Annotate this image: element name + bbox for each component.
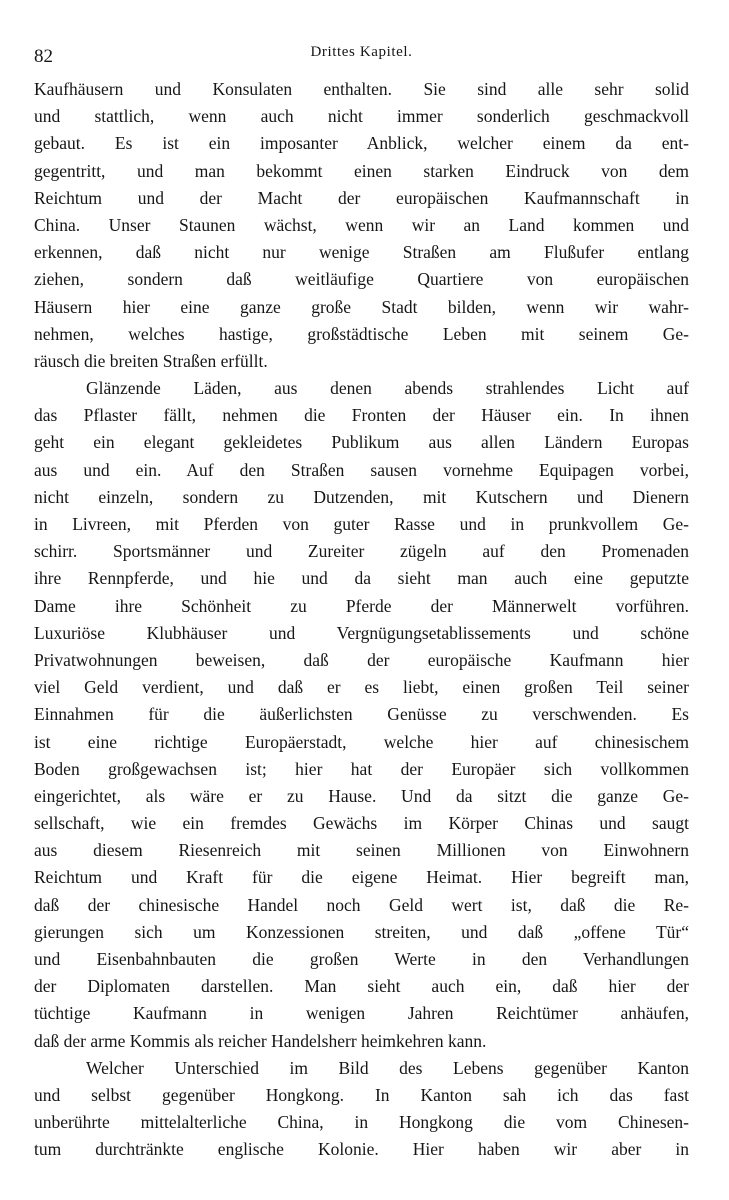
text-line: Häusern hier eine ganze große Stadt bilden, wenn wir wahr- [34, 296, 689, 317]
text-line: das Pflaster fällt, nehmen die Fronten der Häuser ein. In ihnen [34, 405, 689, 426]
text-line: aus und ein. Auf den Straßen sausen vornehme Equipagen vorbei, [34, 459, 689, 480]
text-line: Glänzende Läden, aus denen abends strahlendes Licht auf [86, 378, 689, 399]
text-line: tüchtige Kaufmann in wenigen Jahren Reichtümer anhäufen, [34, 1003, 689, 1024]
text-line: gierungen sich um Konzessionen streiten, und daß „offene Tür“ [34, 921, 689, 942]
text-line: Dame ihre Schönheit zu Pferde der Männerwelt vorführen. [34, 595, 689, 616]
text-line: und selbst gegenüber Hongkong. In Kanton sah ich das fast [34, 1084, 689, 1105]
text-line: gegentritt, und man bekommt einen starken Eindruck von dem [34, 160, 689, 181]
text-line: Boden großgewachsen ist; hier hat der Europäer sich vollkommen [34, 758, 689, 779]
text-line: nicht einzeln, sondern zu Dutzenden, mit Kutschern und Dienern [34, 486, 689, 507]
paragraph [34, 76, 689, 375]
text-line: Einnahmen für die äußerlichsten Genüsse zu verschwenden. Es [34, 704, 689, 725]
text-line: nehmen, welches hastige, großstädtische Leben mit seinem Ge- [34, 323, 689, 344]
text-line: viel Geld verdient, und daß er es liebt, einen großen Teil seiner [34, 677, 689, 698]
text-line: Reichtum und der Macht der europäischen Kaufmannschaft in [34, 187, 689, 208]
text-line: eingerichtet, als wäre er zu Hause. Und da sitzt die ganze Ge- [34, 785, 689, 806]
text-line: Privatwohnungen beweisen, daß der europäische Kaufmann hier [34, 649, 689, 670]
text-line: der Diplomaten darstellen. Man sieht auch ein, daß hier der [34, 976, 689, 997]
paragraph [34, 375, 689, 1055]
paragraph [34, 1055, 689, 1164]
text-line: Reichtum und Kraft für die eigene Heimat. Hier begreift man, [34, 867, 689, 888]
text-line: schirr. Sportsmänner und Zureiter zügeln auf den Promenaden [34, 541, 689, 562]
text-line: räusch die breiten Straßen erfüllt. [34, 350, 268, 371]
text-line: Welcher Unterschied im Bild des Lebens gegenüber Kanton [86, 1057, 689, 1078]
text-line: und Eisenbahnbauten die großen Werte in den Verhandlungen [34, 949, 689, 969]
text-line: geht ein elegant gekleidetes Publikum aus allen Ländern Europas [34, 432, 689, 453]
text-line: und stattlich, wenn auch nicht immer sonderlich geschmackvoll [34, 106, 689, 127]
running-head [34, 40, 689, 70]
text-line: ziehen, sondern daß weitläufige Quartiere von europäischen [34, 269, 689, 290]
text-line: Luxuriöse Klubhäuser und Vergnügungsetablissements und schöne [34, 622, 689, 643]
text-line: daß der chinesische Handel noch Geld wert ist, daß die Re- [34, 894, 689, 915]
text-line: tum durchtränkte englische Kolonie. Hier haben wir aber in [34, 1139, 689, 1160]
text-line: unberührte mittelalterliche China, in Hongkong die vom Chinesen- [34, 1112, 689, 1133]
text-line: Kaufhäusern und Konsulaten enthalten. Sie sind alle sehr solid [34, 79, 689, 99]
text-line: China. Unser Staunen wächst, wenn wir an Land kommen und [34, 214, 689, 235]
body-text [34, 76, 689, 1164]
text-line: aus diesem Riesenreich mit seinen Millionen von Einwohnern [34, 840, 689, 861]
chapter-title: Drittes Kapitel. [310, 44, 413, 60]
text-line: sellschaft, wie ein fremdes Gewächs im Körper Chinas und saugt [34, 813, 689, 834]
page-number: 82 [34, 46, 53, 67]
text-line: gebaut. Es ist ein imposanter Anblick, welcher einem da ent- [34, 133, 689, 154]
text-line: daß der arme Kommis als reicher Handelsherr heimkehren kann. [34, 1030, 487, 1051]
text-line: ist eine richtige Europäerstadt, welche hier auf chinesischem [34, 731, 689, 752]
text-line: erkennen, daß nicht nur wenige Straßen am Flußufer entlang [34, 242, 689, 263]
text-line: in Livreen, mit Pferden von guter Rasse und in prunkvollem Ge- [34, 514, 689, 534]
text-line: ihre Rennpferde, und hie und da sieht man auch eine geputzte [34, 568, 689, 589]
